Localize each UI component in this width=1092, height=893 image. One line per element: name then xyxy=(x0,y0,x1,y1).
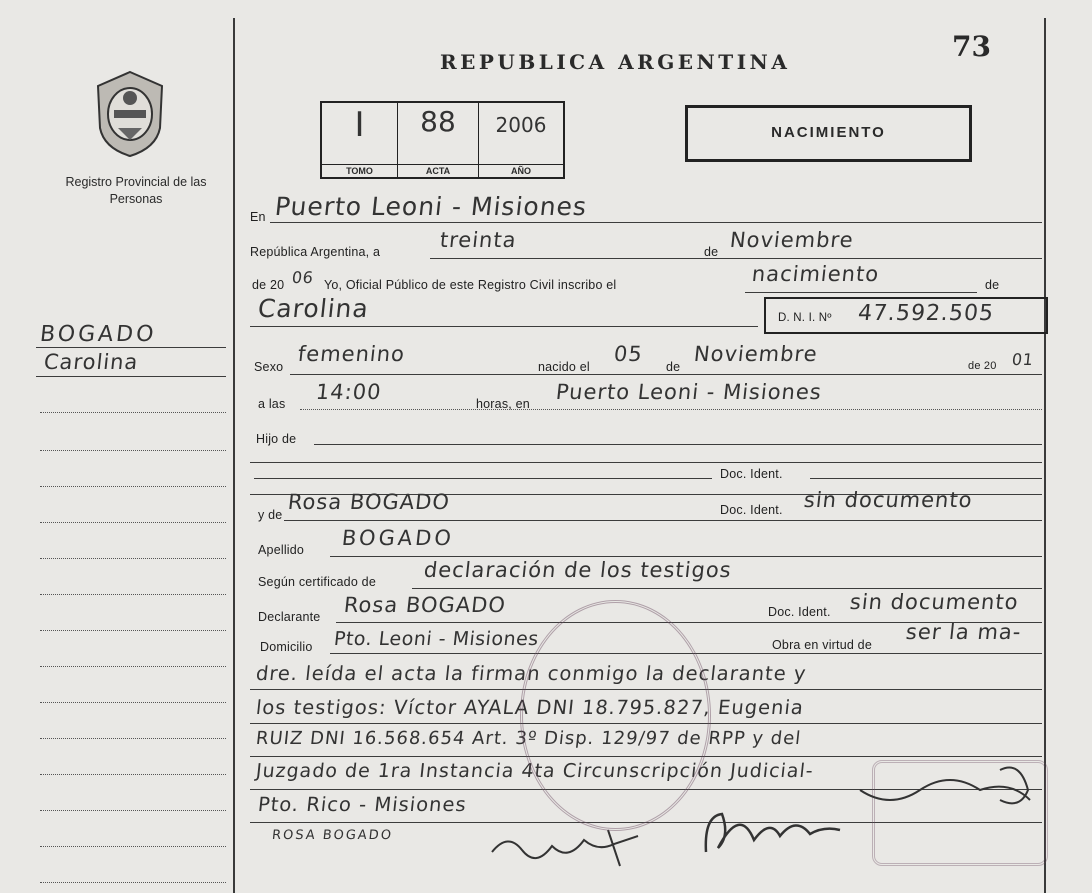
declarante-value: Rosa BOGADO xyxy=(342,593,508,617)
birth-day: 05 xyxy=(612,342,644,366)
record-type-box xyxy=(685,105,972,162)
registry-name: Registro Provincial de las Personas xyxy=(65,175,207,206)
coat-of-arms-seal xyxy=(90,68,170,160)
apellido-value: BOGADO xyxy=(340,526,456,550)
oficial-text: Yo, Oficial Público de este Registro Civil inscribo el xyxy=(324,278,617,292)
apellido-label: Apellido xyxy=(258,543,305,557)
segun-value: declaración de los testigos xyxy=(422,558,733,582)
mother-name: Rosa BOGADO xyxy=(286,490,452,514)
anio-label: AÑO xyxy=(479,164,563,176)
en-label: En xyxy=(250,210,266,224)
margin-surname: BOGADO xyxy=(38,322,158,347)
segun-label: Según certificado de xyxy=(258,575,376,589)
domicilio-value: Pto. Leoni - Misiones xyxy=(332,628,540,650)
dni-label: D. N. I. Nº xyxy=(778,312,832,324)
signature-declarante: ROSA BOGADO xyxy=(271,828,394,843)
anio-value: 2006 xyxy=(495,113,547,137)
mother-doc: sin documento xyxy=(802,488,974,512)
place-value: Puerto Leoni - Misiones xyxy=(273,192,589,221)
acta-label: ACTA xyxy=(398,164,478,176)
note-line-4: Juzgado de 1ra Instancia 4ta Circunscripción Judicial- xyxy=(254,760,815,782)
de-label-3: de xyxy=(666,360,681,374)
person-name: Carolina xyxy=(256,294,371,323)
sexo-value: femenino xyxy=(296,342,407,366)
year-prefix: de 20 xyxy=(252,278,285,292)
acta-value: 88 xyxy=(420,105,456,138)
horas-label: horas, en xyxy=(476,397,530,411)
de-label: de xyxy=(704,245,719,259)
tomo-label: TOMO xyxy=(322,164,397,176)
doc-ident-label-2: Doc. Ident. xyxy=(720,503,783,517)
signature-official xyxy=(700,796,850,866)
republica-label: República Argentina, a xyxy=(250,245,381,259)
dni-box xyxy=(764,297,1048,334)
act-text: nacimiento xyxy=(750,262,881,286)
alas-label: a las xyxy=(258,397,286,411)
record-type: NACIMIENTO xyxy=(771,124,886,141)
declarante-label: Declarante xyxy=(258,610,321,624)
official-seal-stamp xyxy=(520,600,711,831)
signature-right xyxy=(850,760,1040,830)
de20-label: de 20 xyxy=(968,360,997,372)
dni-value: 47.592.505 xyxy=(856,301,996,326)
declarante-doc: sin documento xyxy=(848,590,1020,614)
birth-month: Noviembre xyxy=(692,342,819,366)
birth-year-suffix: 01 xyxy=(1011,350,1035,369)
birth-time: 14:00 xyxy=(314,380,383,404)
page-number: 73 xyxy=(952,30,991,63)
year-suffix: 06 xyxy=(291,268,315,287)
left-column-divider xyxy=(233,18,235,893)
margin-given-name: Carolina xyxy=(42,350,140,374)
month-text: Noviembre xyxy=(728,228,855,252)
hijo-label: Hijo de xyxy=(256,432,297,446)
obra-value: ser la ma- xyxy=(904,620,1023,644)
note-line-5: Pto. Rico - Misiones xyxy=(256,793,468,816)
note-line-3: RUIZ DNI 16.568.654 Art. 3º Disp. 129/97 de RPP y del xyxy=(254,728,803,749)
day-text: treinta xyxy=(438,228,518,252)
sexo-label: Sexo xyxy=(254,360,284,374)
tomo-value: I xyxy=(354,105,365,145)
de-label-2: de xyxy=(985,278,1000,292)
volume-box xyxy=(320,101,565,179)
obra-label: Obra en virtud de xyxy=(772,638,872,652)
yde-label: y de xyxy=(258,508,283,522)
birth-place: Puerto Leoni - Misiones xyxy=(554,380,824,404)
country-title: REPUBLICA ARGENTINA xyxy=(440,50,791,74)
doc-ident-label: Doc. Ident. xyxy=(720,467,783,481)
note-line-1: dre. leída el acta la firman conmigo la declarante y xyxy=(254,662,808,685)
domicilio-label: Domicilio xyxy=(260,640,313,654)
doc-ident-label-3: Doc. Ident. xyxy=(768,605,831,619)
note-line-2: los testigos: Víctor AYALA DNI 18.795.827, Eugenia xyxy=(254,696,806,719)
nacido-label: nacido el xyxy=(538,360,590,374)
